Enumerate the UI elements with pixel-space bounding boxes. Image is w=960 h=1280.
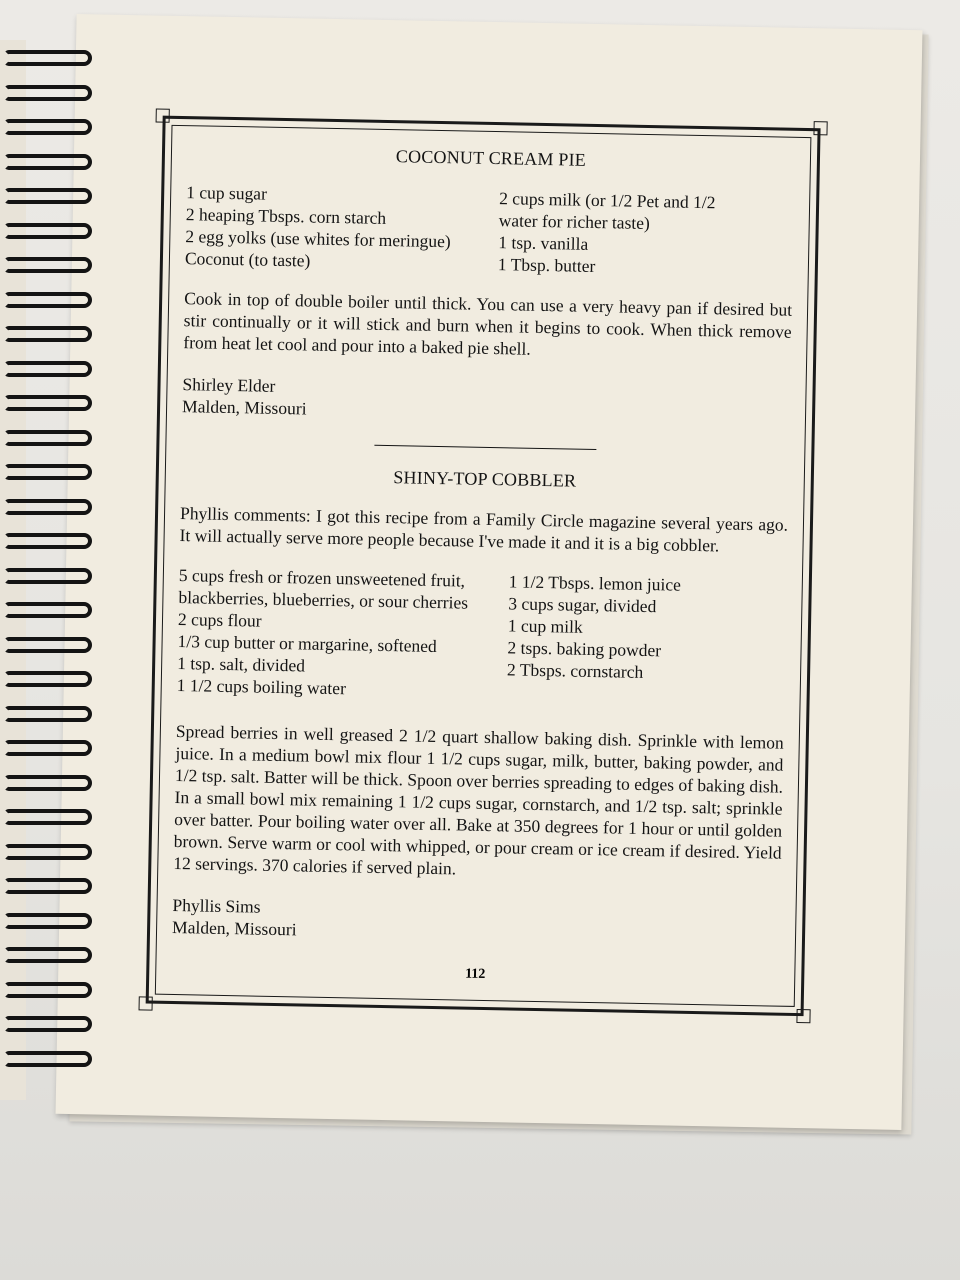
section-divider: [374, 445, 596, 450]
ingredient: 1/3 cup butter or margarine, softened: [177, 631, 437, 657]
ingredient-list: [185, 181, 795, 281]
cookbook-page: [56, 14, 923, 1130]
ingredient: 1 cup milk: [507, 615, 583, 637]
spiral-coil: [4, 292, 92, 308]
spiral-coil: [4, 982, 92, 998]
border-corner-ornament: [796, 1009, 810, 1023]
spiral-coil: [4, 223, 92, 239]
recipe-directions: Spread berries in well greased 2 1/2 quart shallow baking dish. Sprinkle with lemon juice. In a medium bowl mix flour 1 1/2 cups sugar, milk, butter, baking powder, and 1/2 tsp. salt. Batter will be thick. Spoon over berries spreading to edges of baking dish. In a small bowl mix remaining 1 1/2 cups sugar, cornstarch, and 1/2 tsp. salt; sprinkle over batter. Pour boiling water over all. Bake at 350 degrees for 1 hour or until golden brown. Serve warm or cool with whipped, or pour cream or ice cream if desired. Yield 12 servings. 370 calories if served plain.: [173, 721, 784, 879]
ingredient: 1 tsp. salt, divided: [177, 653, 306, 676]
spiral-coil: [4, 1051, 92, 1067]
border-corner-ornament: [156, 109, 170, 123]
spiral-coil: [4, 50, 92, 66]
recipe-directions: Cook in top of double boiler until thick. You can use a very heavy pan if desired but stir continually or it will stick and burn when it begins to cook. When thick remove from heat let cool and pour into a baked pie shell.: [183, 288, 793, 359]
ingredient: 5 cups fresh or frozen unsweetened fruit,: [178, 565, 466, 591]
ingredient: 2 tsps. baking powder: [507, 637, 662, 661]
author-name: Shirley Elder: [182, 374, 276, 396]
ingredient-list: [177, 564, 787, 708]
ingredient: 3 cups sugar, divided: [508, 593, 657, 617]
spiral-coil: [4, 740, 92, 756]
ingredient: 1 1/2 Tbsps. lemon juice: [508, 571, 682, 595]
spiral-coil: [4, 568, 92, 584]
border-corner-ornament: [139, 996, 153, 1010]
spiral-coil: [4, 913, 92, 929]
ingredient: 2 cups milk (or 1/2 Pet and 1/2: [498, 188, 716, 213]
spiral-coil: [4, 257, 92, 273]
spiral-coil: [4, 533, 92, 549]
recipe-comment: Phyllis comments: I got this recipe from a Family Circle magazine several years ago. It will actually serve more people because I've made it and it is a big cobbler.: [179, 503, 789, 556]
border-corner-ornament: [813, 121, 827, 135]
ingredient: 2 heaping Tbsps. corn starch: [185, 204, 387, 228]
ingredient: 1 cup sugar: [186, 182, 268, 204]
ingredient: 1 1/2 cups boiling water: [176, 675, 347, 699]
recipe-author: [182, 373, 791, 429]
spiral-coil: [4, 1016, 92, 1032]
spiral-coil: [4, 602, 92, 618]
spiral-coil: [4, 671, 92, 687]
spiral-coil: [4, 947, 92, 963]
spiral-coil: [4, 395, 92, 411]
spiral-coil: [4, 464, 92, 480]
ingredient: Coconut (to taste): [184, 248, 311, 271]
spiral-coil: [4, 809, 92, 825]
spiral-coil: [4, 844, 92, 860]
ingredient-column-right: [482, 570, 787, 708]
recipe-coconut-cream-pie: [182, 141, 795, 429]
spiral-coil: [4, 361, 92, 377]
recipe-title: COCONUT CREAM PIE: [395, 146, 587, 170]
recipe-title: SHINY-TOP COBBLER: [393, 467, 577, 491]
spiral-coil: [4, 878, 92, 894]
ingredient: water for richer taste): [498, 210, 651, 234]
ingredient-column-left: [185, 181, 482, 275]
ingredient: 1 tsp. vanilla: [498, 232, 589, 254]
spiral-coil: [4, 706, 92, 722]
ingredient: 1 Tbsp. butter: [497, 254, 596, 276]
ingredient: 2 egg yolks (use whites for meringue): [185, 226, 451, 252]
spiral-coil: [4, 499, 92, 515]
ingredient: 2 cups flour: [177, 609, 262, 631]
spiral-coil: [4, 430, 92, 446]
spiral-coil: [4, 154, 92, 170]
spiral-coil: [4, 119, 92, 135]
decorative-border: [146, 116, 821, 1016]
spiral-coil: [4, 775, 92, 791]
ingredient: 2 Tbsps. cornstarch: [506, 659, 644, 682]
ingredient: blackberries, blueberries, or sour cherries: [178, 587, 469, 613]
spiral-coil: [4, 326, 92, 342]
ingredient-column-right: [480, 187, 795, 281]
author-name: Phyllis Sims: [172, 894, 261, 917]
page-number: 112: [465, 966, 486, 983]
spiral-coil: [4, 188, 92, 204]
author-location: Malden, Missouri: [181, 396, 307, 419]
spiral-binding: [0, 50, 100, 1100]
spiral-coil: [4, 637, 92, 653]
author-location: Malden, Missouri: [171, 916, 297, 940]
page-content: [172, 141, 795, 950]
recipe-shiny-top-cobbler: [172, 462, 789, 950]
ingredient-column-left: [177, 564, 485, 702]
spiral-coil: [4, 85, 92, 101]
